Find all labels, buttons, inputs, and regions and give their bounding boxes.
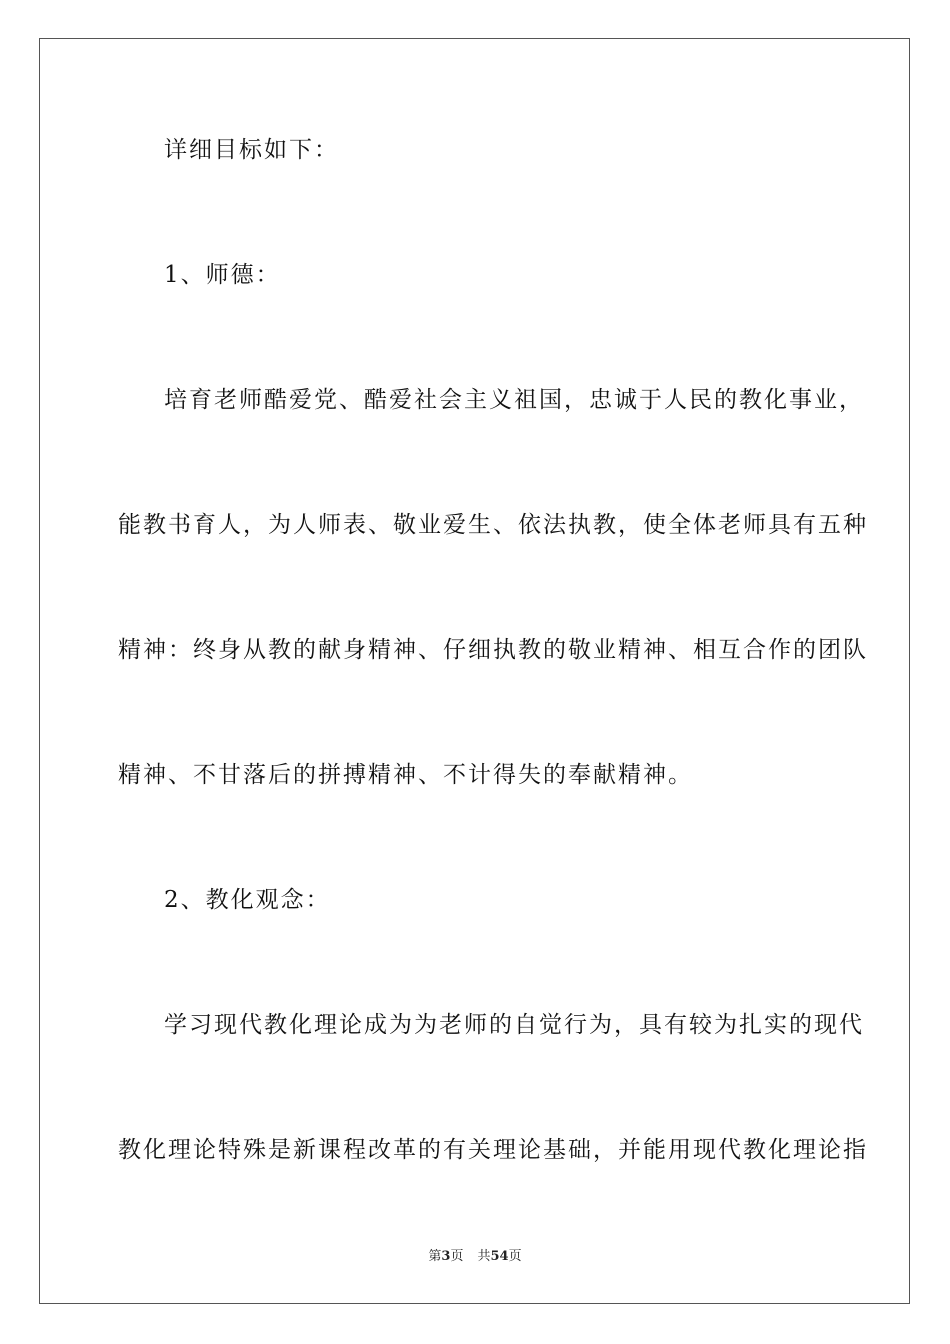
total-suffix: 页 [508,1249,522,1264]
total-prefix: 共 [477,1249,491,1264]
paragraph-line: 教化理论特殊是新课程改革的有关理论基础，并能用现代教化理论指 [118,1137,868,1163]
paragraph-line: 能教书育人，为人师表、敬业爱生、依法执教，使全体老师具有五种 [118,512,868,538]
section-heading-education-concept: 2、教化观念： [164,887,331,913]
paragraph-line: 精神、不甘落后的拼搏精神、不计得失的奉献精神。 [118,762,693,788]
page-suffix: 页 [450,1249,464,1264]
section-heading-ethics: 1、师德： [164,262,281,288]
current-page-number: 3 [441,1249,451,1264]
page-footer [0,1248,950,1266]
page-prefix: 第 [428,1249,442,1264]
paragraph-line: 学习现代教化理论成为为老师的自觉行为，具有较为扎实的现代 [164,1012,864,1038]
page-border [39,38,910,1304]
paragraph-line: 精神：终身从教的献身精神、仔细执教的敬业精神、相互合作的团队 [118,637,868,663]
paragraph-line: 培育老师酷爱党、酷爱社会主义祖国，忠诚于人民的教化事业， [164,387,864,413]
paragraph-line: 详细目标如下： [164,137,339,163]
total-pages-number: 54 [490,1249,509,1264]
